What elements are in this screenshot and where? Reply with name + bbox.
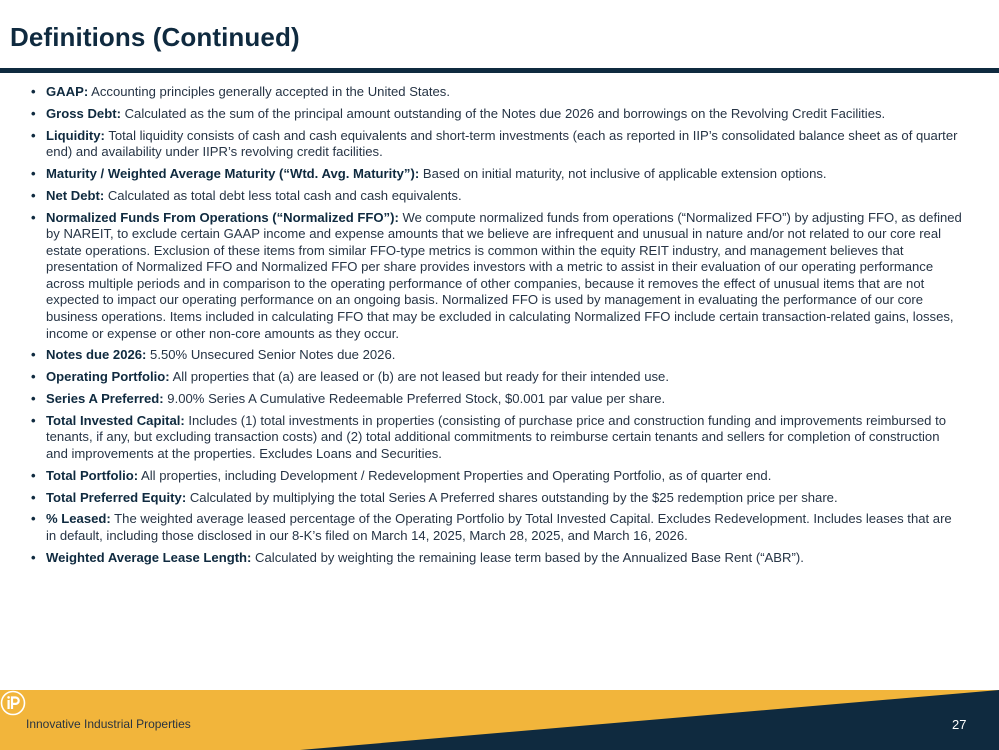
definition-gross-debt <box>30 106 964 123</box>
definition-percent-leased <box>30 511 964 544</box>
footer-company-name: Innovative Industrial Properties <box>26 717 191 731</box>
definition-weighted-average-lease-length <box>30 550 964 567</box>
bullet: • <box>31 165 36 181</box>
bullet: • <box>31 105 36 121</box>
definition-text: Includes (1) total investments in properties (consisting of purchase price and construction funding and improvements reimbursed to tenants, if any, but excluding transaction costs) and (2) total additional commitments to reimburse certain tenants and sellers for completion of construction and improvements at the properties. Excludes Loans and Securities. <box>46 412 946 461</box>
definition-text: All properties that (a) are leased or (b) are not leased but ready for their intended use. <box>169 369 669 385</box>
bullet: • <box>31 369 36 385</box>
definition-term: % Leased: <box>46 511 111 527</box>
bullet: • <box>31 511 36 527</box>
definition-term: GAAP: <box>46 84 89 99</box>
bullet: • <box>31 84 36 99</box>
definition-term: Total Invested Capital: <box>46 412 185 428</box>
definition-term: Operating Portfolio: <box>46 369 170 385</box>
bullet: • <box>31 467 36 483</box>
definition-text: Based on initial maturity, not inclusive of applicable extension options. <box>419 165 827 181</box>
bullet: • <box>31 391 36 406</box>
definition-term: Maturity / Weighted Average Maturity (“Wtd. Avg. Maturity”): <box>46 165 420 181</box>
bullet: • <box>31 127 36 143</box>
page-title: Definitions (Continued) <box>10 22 300 52</box>
bullet: • <box>31 549 36 565</box>
bullet: • <box>31 412 36 428</box>
definition-notes-due-2026 <box>30 347 964 364</box>
definition-term: Total Preferred Equity: <box>46 489 187 505</box>
definition-text: Accounting principles generally accepted in the United States. <box>88 84 450 99</box>
definition-term: Notes due 2026: <box>46 347 147 363</box>
definition-term: Liquidity: <box>46 127 105 143</box>
definition-gaap <box>30 84 964 101</box>
definition-text: Total liquidity consists of cash and cash equivalents and short-term investments (each as reported in IIP’s consolidated balance sheet as of quarter end) and availability under IIPR’s revolving credit facilities. <box>46 127 958 160</box>
definition-text: Calculated as the sum of the principal amount outstanding of the Notes due 2026 and borrowings on the Revolving Credit Facilities. <box>120 105 886 121</box>
definition-text: 9.00% Series A Cumulative Redeemable Preferred Stock, $0.001 par value per share. <box>163 391 666 406</box>
bullet: • <box>31 489 36 505</box>
definition-text: Calculated by multiplying the total Series A Preferred shares outstanding by the $25 redemption price per share. <box>186 489 838 505</box>
title-divider <box>0 68 999 73</box>
definition-term: Gross Debt: <box>46 105 121 121</box>
definition-total-invested-capital <box>30 413 964 463</box>
definition-text: Calculated by weighting the remaining lease term based by the Annualized Base Rent (“ABR”). <box>251 549 804 565</box>
bullet: • <box>31 347 36 363</box>
definition-operating-portfolio <box>30 369 964 386</box>
definition-text: All properties, including Development / Redevelopment Properties and Operating Portfolio, as of quarter end. <box>138 467 772 483</box>
definition-total-preferred-equity <box>30 490 964 507</box>
definition-text: The weighted average leased percentage of the Operating Portfolio by Total Invested Capital. Excludes Redevelopment. Includes leases that are in default, including those disclosed in our 8-K’s filed on March 14, 2025, March 28, 2025, and March 16, 2026. <box>46 511 952 543</box>
definition-series-a-preferred <box>30 391 964 408</box>
definition-net-debt <box>30 188 964 205</box>
definition-term: Net Debt: <box>46 187 105 203</box>
company-logo-icon <box>0 690 26 716</box>
bullet: • <box>31 209 36 225</box>
definition-text: We compute normalized funds from operations (“Normalized FFO”) by adjusting FFO, as defined by NAREIT, to exclude certain GAAP income and expense amounts that we believe are infrequent and unusual in nature and/or not related to our core real estate operations. Exclusion of these items from similar FFO-type metrics is common within the equity REIT industry, and management believes that presentation of Normalized FFO and Normalized FFO per share provides investors with a metric to assist in their evaluation of our operating performance across multiple periods and in comparison to the operating performance of other companies, because it removes the effect of unusual items that are not expected to impact our operating performance on an ongoing basis. Normalized FFO is used by management in evaluating the performance of our core business operations. Items included in calculating FFO that may be excluded in calculating Normalized FFO include certain transaction-related gains, losses, income or expense or other non-core amounts as they occur. <box>46 209 962 341</box>
definition-text: Calculated as total debt less total cash and cash equivalents. <box>104 187 462 203</box>
definition-liquidity <box>30 128 964 161</box>
definition-term: Series A Preferred: <box>46 391 164 406</box>
footer <box>0 690 999 750</box>
definition-term: Normalized Funds From Operations (“Normalized FFO”): <box>46 209 399 225</box>
definition-maturity <box>30 166 964 183</box>
definitions-list <box>30 84 964 571</box>
definition-term: Total Portfolio: <box>46 467 139 483</box>
bullet: • <box>31 187 36 203</box>
definition-normalized-ffo <box>30 210 964 343</box>
definition-term: Weighted Average Lease Length: <box>46 549 252 565</box>
definition-text: 5.50% Unsecured Senior Notes due 2026. <box>146 347 396 363</box>
definition-total-portfolio <box>30 468 964 485</box>
page-number: 27 <box>952 717 967 732</box>
